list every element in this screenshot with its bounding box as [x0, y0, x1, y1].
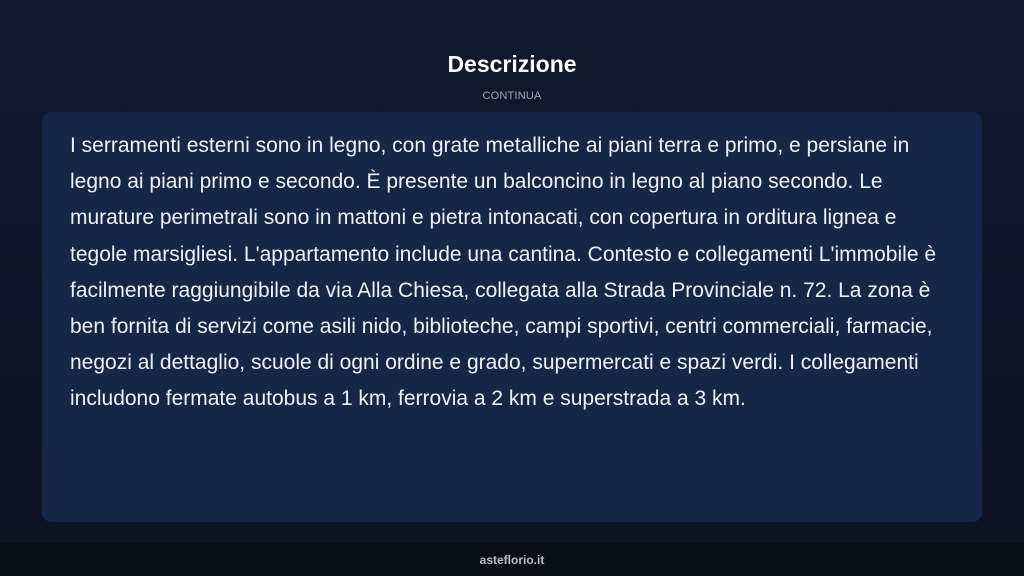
footer-bar: [0, 543, 1024, 576]
page-title: Descrizione: [447, 51, 577, 77]
description-card: [42, 112, 982, 522]
site-name: asteflorio.it: [479, 553, 545, 567]
continuation-label: CONTINUA: [482, 90, 542, 102]
description-text: I serramenti esterni sono in legno, con grate metalliche ai piani terra e primo, e persiane in legno ai piani primo e secondo. È presente un balconcino in legno al piano secondo. Le murature perimetrali sono in mattoni e pietra intonacati, con copertura in orditura lignea e tegole marsigliesi. L'appartamento include una cantina. Contesto e collegamenti L'immobile è facilmente raggiungibile da via Alla Chiesa, collegata alla Strada Provinciale n. 72. La zona è ben fornita di servizi come asili nido, biblioteche, campi sportivi, centri commerciali, farmacie, negozi al dettaglio, scuole di ogni ordine e grado, supermercati e spazi verdi. I collegamenti includono fermate autobus a 1 km, ferrovia a 2 km e superstrada a 3 km.: [70, 134, 937, 411]
